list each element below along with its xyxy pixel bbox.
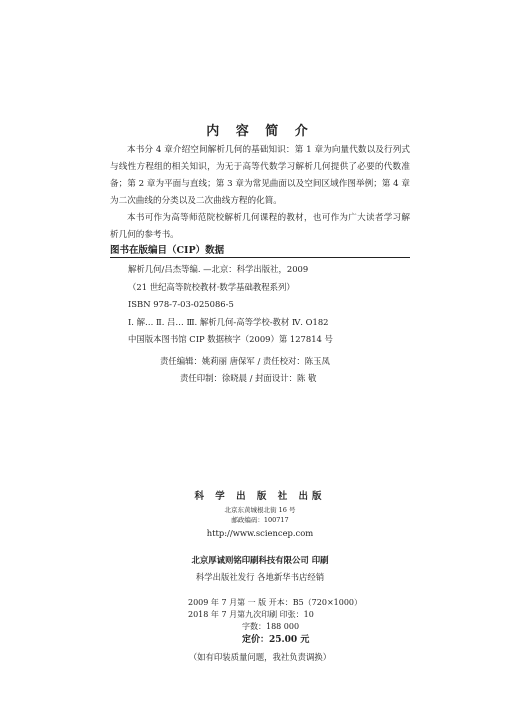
publisher-address: 北京东黄城根北街 16 号 — [224, 506, 296, 514]
intro-paragraph-2: 本书可作为高等师范院校解析几何课程的教材，也可作为广大读者学习解析几何的参考书。 — [110, 213, 410, 240]
edition-line: 2009 年 7 月第 一 版 开本：B5（720×1000） — [188, 598, 363, 607]
credits-row-editors: 责任编辑：姚莉丽 唐保军 / 责任校对：陈玉凤 — [160, 356, 330, 366]
edition-specs — [188, 597, 408, 647]
distributor: 科学出版社发行 各地新华书店经销 — [195, 572, 325, 582]
publisher-website: http://www.sciencep.com — [206, 528, 314, 538]
cip-line: （21 世纪高等院校教材·数学基础教程系列） — [128, 281, 295, 292]
price: 定价：25.00 元 — [242, 635, 310, 645]
cip-line: 解析几何/吕杰等编. —北京：科学出版社，2009 — [128, 264, 309, 274]
credits-row-production: 责任印制：徐晓晨 / 封面设计：陈 敬 — [180, 373, 317, 383]
intro-paragraph-1: 本书分 4 章介绍空间解析几何的基础知识：第 1 章为向量代数以及行列式与线性方程组的相关知识，为无于高等代数学习解析几何提供了必要的代数准备；第 2 章为平面与直线；第 3 章为常见曲面以及空间区域作图举例；第 4 章为二次曲线的分类以及二次曲线方程的化简。 — [110, 145, 410, 206]
cip-line: Ⅰ. 解… Ⅱ. 吕… Ⅲ. 解析几何-高等学校-教材 Ⅳ. O182 — [128, 316, 329, 327]
content-introduction — [110, 142, 410, 244]
quality-notice: （如有印装质量问题，我社负责调换） — [188, 652, 332, 662]
page-title: 内 容 简 介 — [206, 124, 314, 139]
publisher-block — [0, 488, 520, 586]
publisher-name: 科 学 出 版 社 出版 — [194, 491, 326, 502]
printer-name: 北京厚诚则铭印刷科技有限公司 印刷 — [191, 555, 329, 565]
editorial-credits — [160, 353, 420, 387]
publisher-postcode: 邮政编码：100717 — [231, 516, 289, 524]
cip-heading: 图书在版编目（CIP）数据 — [110, 245, 225, 256]
word-count: 字数：188 000 — [242, 622, 300, 631]
printing-line: 2018 年 7 月第九次印刷 印张：10 — [188, 610, 314, 619]
cip-line: ISBN 978-7-03-025086-5 — [128, 299, 234, 309]
cip-line: 中国版本图书馆 CIP 数据核字（2009）第 127814 号 — [128, 334, 333, 344]
cip-data — [128, 261, 418, 349]
cip-divider — [110, 257, 410, 258]
